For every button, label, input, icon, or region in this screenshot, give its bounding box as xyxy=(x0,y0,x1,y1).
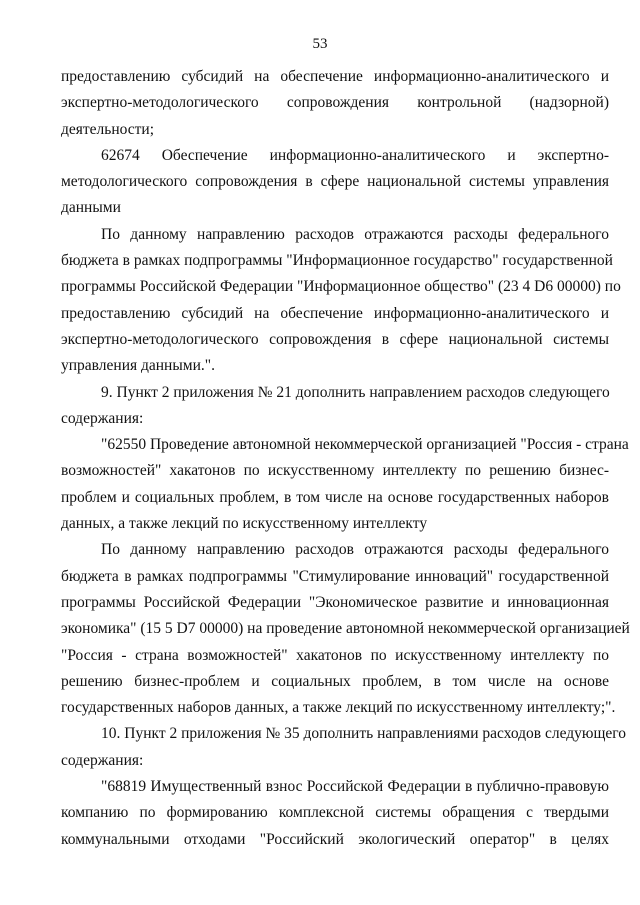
text-line: программы Российской Федерации "Информационное общество" (23 4 D6 00000) по xyxy=(61,278,621,296)
text-line: экспертно-методологического сопровождения в сфере национальной системы xyxy=(61,330,609,348)
text-line: коммунальными отходами "Российский экологический оператор" в целях xyxy=(61,830,609,848)
text-line: деятельности; xyxy=(61,120,155,138)
text-line: содержания: xyxy=(61,751,144,769)
text-line: По данному направлению расходов отражаются расходы федерального xyxy=(101,541,609,559)
text-line: государственных наборов данных, а также лекций по искусственному интеллекту;". xyxy=(61,699,616,717)
text-line: бюджета в рамках подпрограммы "Информационное государство" государственной xyxy=(61,252,613,270)
text-line: предоставлению субсидий на обеспечение информационно-аналитического и xyxy=(61,68,609,85)
text-line: предоставлению субсидий на обеспечение информационно-аналитического и xyxy=(61,304,609,322)
text-line: 10. Пункт 2 приложения № 35 дополнить направлениями расходов следующего xyxy=(101,725,627,743)
text-line: "Россия - страна возможностей" хакатонов по искусственному интеллекту по xyxy=(61,646,609,664)
text-line: "68819 Имущественный взнос Российской Федерации в публично-правовую xyxy=(101,778,609,796)
text-line: бюджета в рамках подпрограммы "Стимулирование инноваций" государственной xyxy=(61,567,609,585)
text-line: 62674 Обеспечение информационно-аналитического и экспертно- xyxy=(101,146,609,164)
text-line: 9. Пункт 2 приложения № 21 дополнить направлением расходов следующего xyxy=(101,383,610,401)
text-line: экономика" (15 5 D7 00000) на проведение автономной некоммерческой организацией xyxy=(61,620,630,638)
text-line: содержания: xyxy=(61,409,144,427)
text-line: проблем и социальных проблем, в том числе на основе государственных наборов xyxy=(61,488,609,506)
text-line: "62550 Проведение автономной некоммерческой организацией "Россия - страна xyxy=(101,436,629,454)
text-line: методологического сопровождения в сфере национальной системы управления xyxy=(61,173,609,191)
text-line: По данному направлению расходов отражаются расходы федерального xyxy=(101,225,609,243)
page-number: 53 xyxy=(312,36,328,52)
text-line: данных, а также лекций по искусственному интеллекту xyxy=(61,515,428,533)
text-line: возможностей" хакатонов по искусственному интеллекту по решению бизнес- xyxy=(61,462,609,480)
text-line: программы Российской Федерации "Экономическое развитие и инновационная xyxy=(61,593,609,611)
body-text xyxy=(61,64,630,853)
text-line: экспертно-методологического сопровождения контрольной (надзорной) xyxy=(61,94,609,112)
text-line: данными xyxy=(61,199,121,217)
text-line: компанию по формированию комплексной системы обращения с твердыми xyxy=(61,804,609,822)
text-line: решению бизнес-проблем и социальных проблем, в том числе на основе xyxy=(61,672,609,690)
text-line: управления данными.". xyxy=(61,357,215,375)
